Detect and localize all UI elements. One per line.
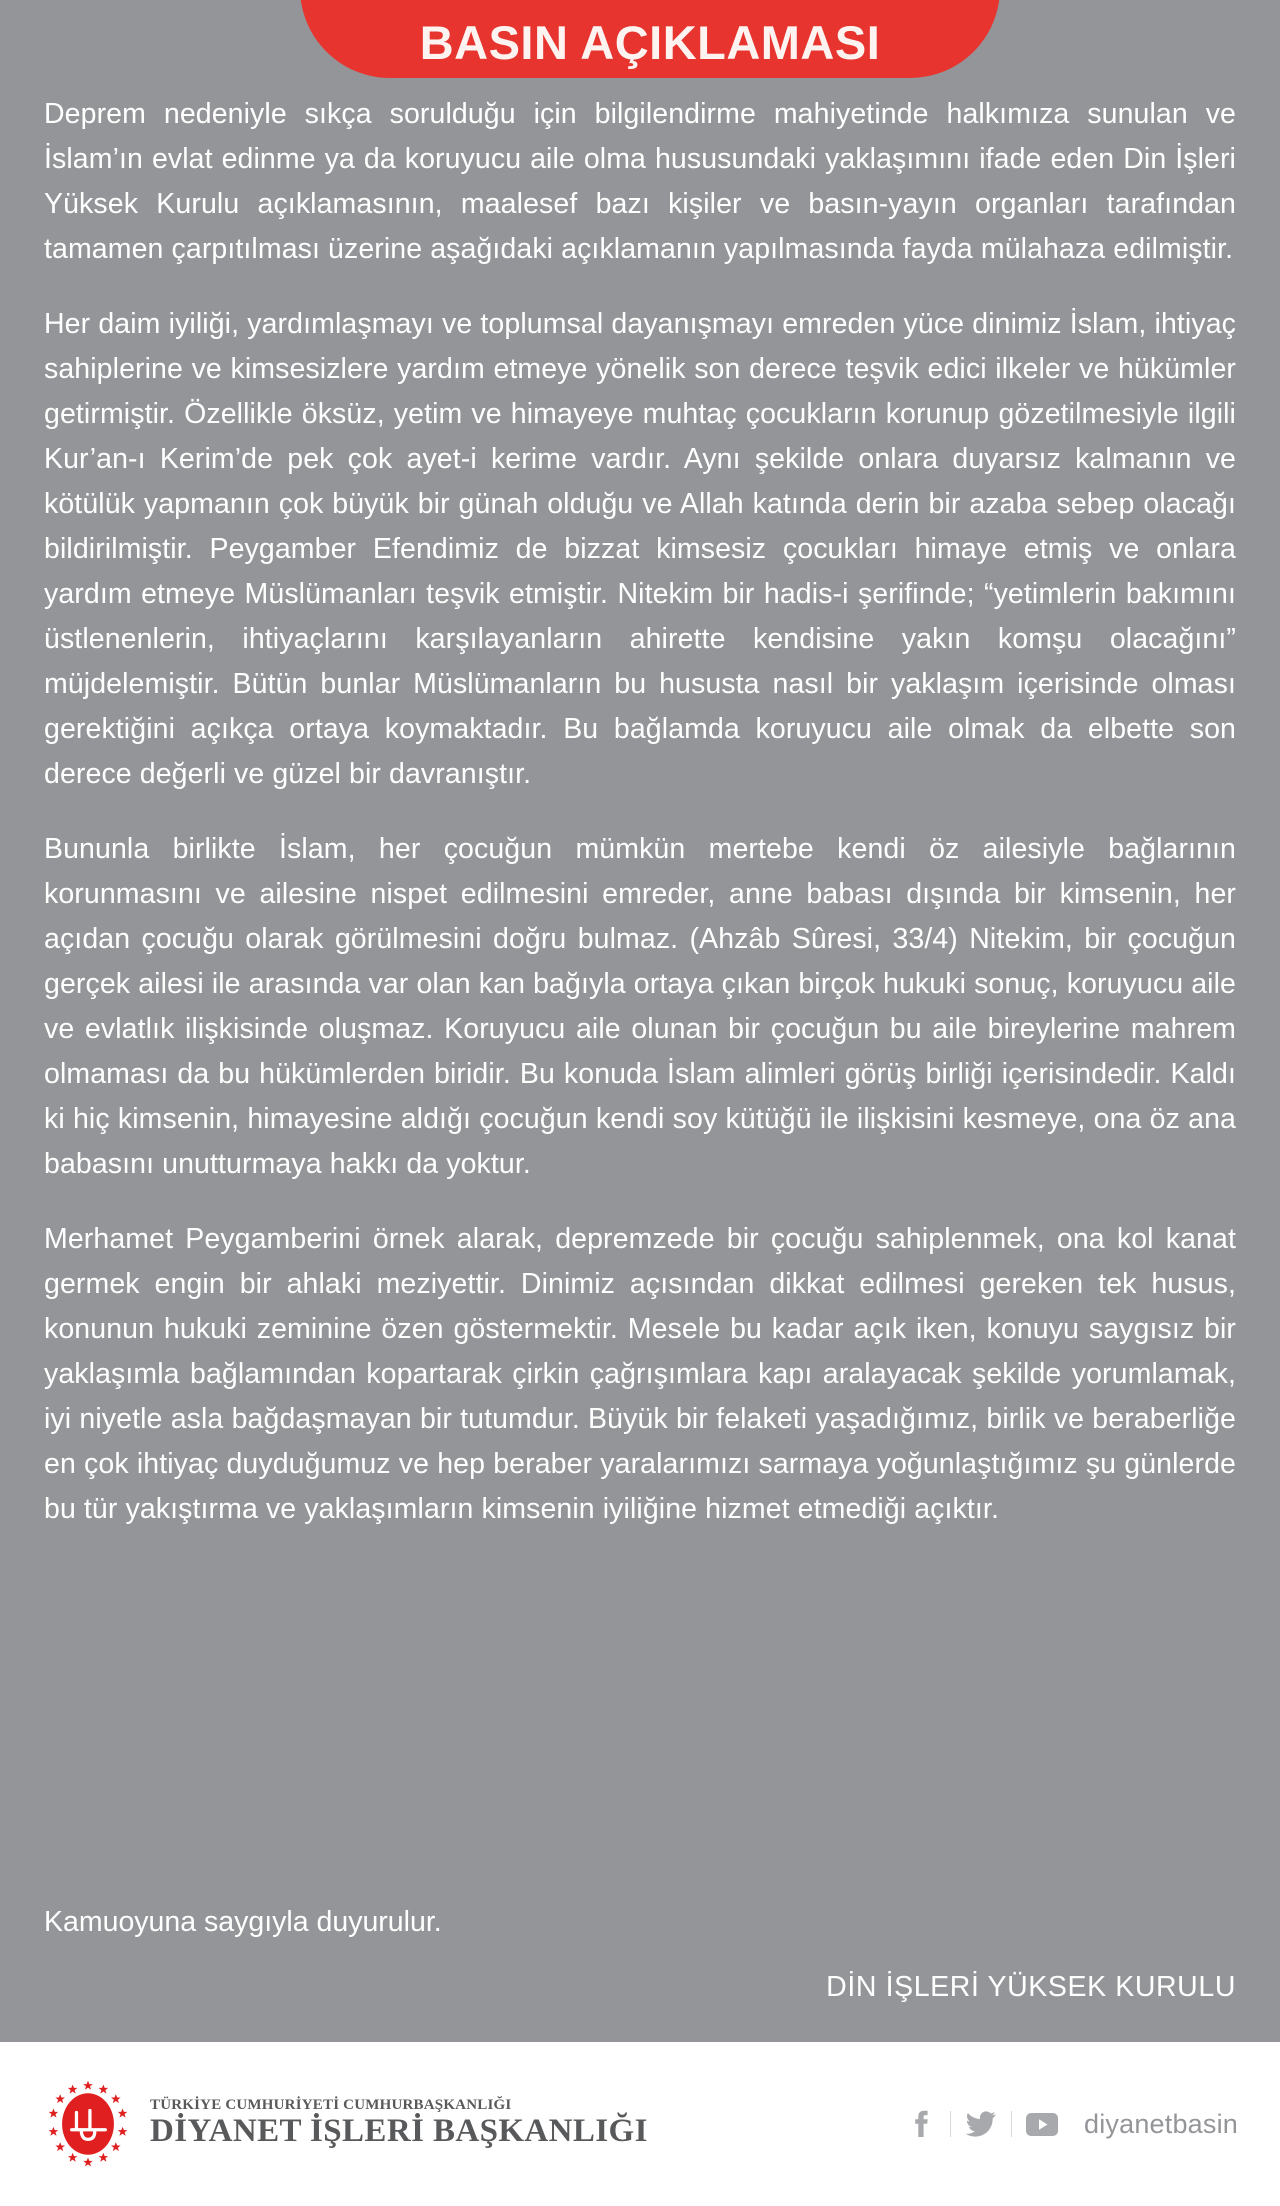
diyanet-emblem-icon [40,2076,136,2172]
footer [0,2042,1280,2206]
twitter-icon[interactable] [964,2107,998,2141]
signature: DİN İŞLERİ YÜKSEK KURULU [826,1971,1236,2003]
footer-brand [40,2076,648,2172]
social-handle[interactable]: diyanetbasin [1083,2108,1238,2139]
social-divider-1 [950,2111,951,2137]
paragraph-1: Deprem nedeniyle sıkça sorulduğu için bilgilendirme mahiyetinde halkımıza sunulan ve İslam’ın evlat edinme ya da koruyucu aile olma hususundaki yaklaşımını ifade eden Din İşleri Yüksek Kurulu açıklamasının, maalesef bazı kişiler ve basın-yayın organları tarafından tamamen çarpıtılması üzerine aşağıdaki açıklamanın yapılmasında fayda mülahaza edilmiştir. [44,98,1236,265]
banner-title: BASIN AÇIKLAMASI [419,16,881,69]
social-divider-2 [1011,2111,1012,2137]
paragraph-4: Merhamet Peygamberini örnek alarak, depremzede bir çocuğu sahiplenmek, ona kol kanat germek engin bir ahlaki meziyettir. Dinimiz açısından dikkat edilmesi gereken tek husus, konunun hukuki zeminine özen göstermektir. Mesele bu kadar açık iken, konuyu saygısız bir yaklaşımla bağlamından kopartarak çirkin çağrışımlara kapı aralayacak şekilde yorumlamak, iyi niyetle asla bağdaşmayan bir tutumdur. Büyük bir felaketi yaşadığımız, birlik ve beraberliğe en çok ihtiyaç duyduğumuz ve hep beraber yaralarımızı sarmaya yoğunlaştığımız şu günlerde bu tür yakıştırma ve yaklaşımların kimsenin iyiliğine hizmet etmediği açıktır. [44,1223,1236,1525]
banner [300,0,1000,78]
youtube-icon[interactable] [1025,2107,1059,2141]
social-bar [903,2107,1238,2141]
body-content [44,92,1236,1532]
org-main-line: DİYANET İŞLERİ BAŞKANLIĞI [150,2113,648,2150]
paragraph-2: Her daim iyiliği, yardımlaşmayı ve toplumsal dayanışmayı emreden yüce dinimiz İslam, ihtiyaç sahiplerine ve kimsesizlere yardım etmeye yönelik son derece teşvik edici ilkeler ve hükümler getirmiştir. Özellikle öksüz, yetim ve himayeye muhtaç çocukların korunup gözetilmesiyle ilgili Kur’an-ı Kerim’de pek çok ayet-i kerime vardır. Aynı şekilde onlara duyarsız kalmanın ve kötülük yapmanın çok büyük bir günah olduğu ve Allah katında derin bir azaba sebep olacağı bildirilmiştir. Peygamber Efendimiz de bizzat kimsesiz çocukları himaye etmiş ve onlara yardım etmeye Müslümanları teşvik etmiştir. Nitekim bir hadis-i şerifinde; “yetimlerin bakımını üstlenenlerin, ihtiyaçlarını karşılayanların ahirette kendisine yakın komşu olacağını” müjdelemiştir. Bütün bunlar Müslümanların bu hususta nasıl bir yaklaşım içerisinde olması gerektiğini açıkça ortaya koymaktadır. Bu bağlamda koruyucu aile olmak da elbette son derece değerli ve güzel bir davranıştır. [44,308,1236,790]
closing-block [44,1900,1236,2010]
paragraph-3: Bununla birlikte İslam, her çocuğun mümkün mertebe kendi öz ailesiyle bağlarının korunmasını ve ailesine nispet edilmesini emreder, anne babası dışında bir kimsenin, her açıdan çocuğu olarak görülmesini doğru bulmaz. (Ahzâb Sûresi, 33/4) Nitekim, bir çocuğun gerçek ailesi ile arasında var olan kan bağıyla ortaya çıkan birçok hukuki sonuç, koruyucu aile ve evlatlık ilişkisinde oluşmaz. Koruyucu aile olunan bir çocuğun bu aile bireylerine mahrem olmaması da bu hükümlerden biridir. Bu konuda İslam alimleri görüş birliği içerisindedir. Kaldı ki hiç kimsenin, himayesine aldığı çocuğun kendi soy kütüğü ile ilişkisini kesmeye, ona öz ana babasını unutturmaya hakkı da yoktur. [44,833,1236,1180]
closing-line: Kamuoyuna saygıyla duyurulur. [44,1906,442,1938]
org-name-block [150,2097,648,2151]
facebook-icon[interactable] [903,2107,937,2141]
org-top-line: TÜRKİYE CUMHURİYETİ CUMHURBAŞKANLIĞI [150,2096,512,2113]
